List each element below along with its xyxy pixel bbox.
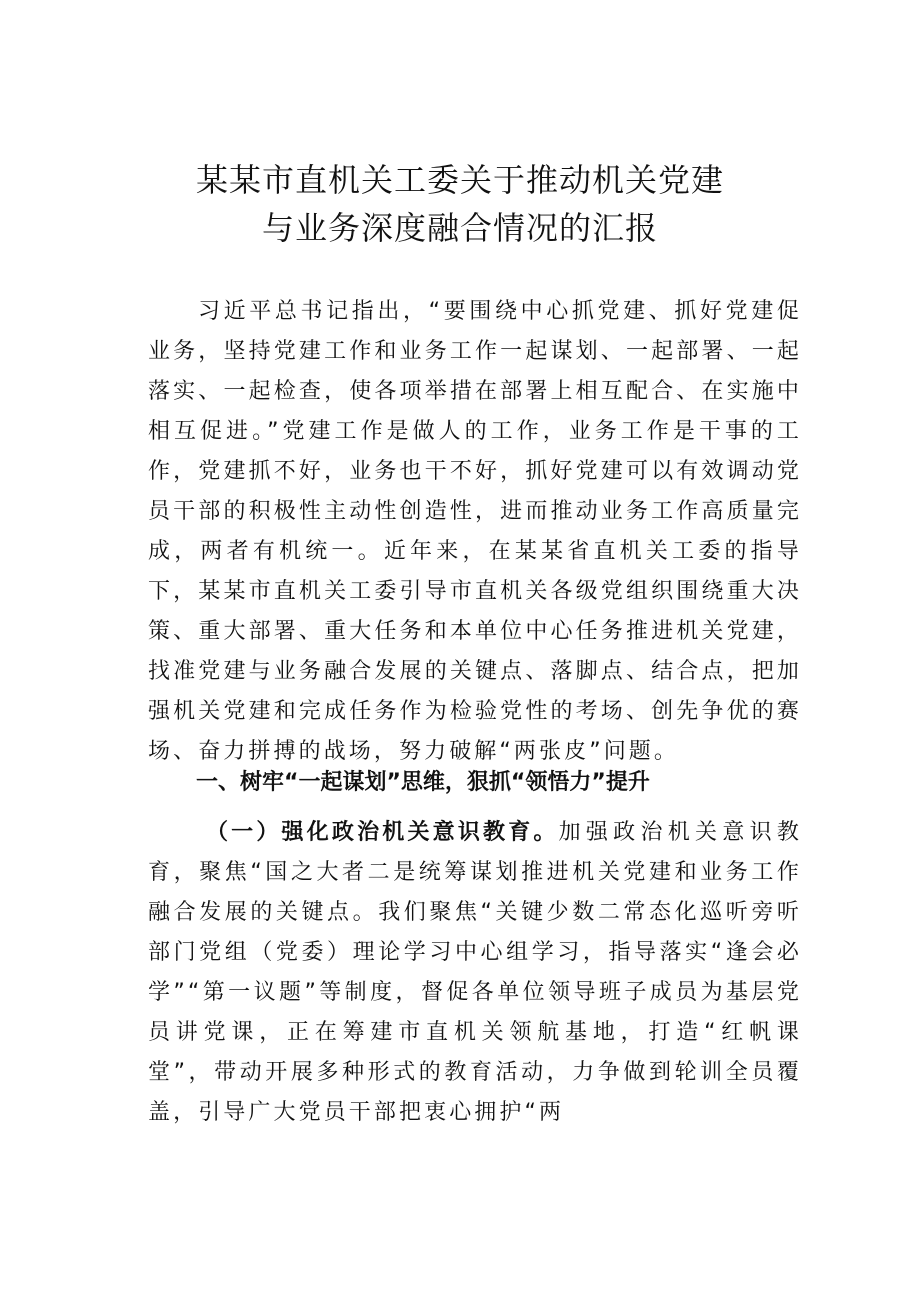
subsection-paragraph bbox=[148, 813, 802, 1133]
subsection-lead: （一）强化政治机关意识教育。 bbox=[206, 820, 559, 845]
subsection-body: 加强政治机关意识教育，聚焦“国之大者二是统筹谋划推进机关党建和业务工作融合发展的关键点。我们聚焦“关键少数二常态化巡听旁听部门党组（党委）理论学习中心组学习，指导落实“逢会必学”“第一议题”等制度，督促各单位领导班子成员为基层党员讲党课，正在筹建市直机关领航基地，打造“红帆课堂”，带动开展多种形式的教育活动，力争做到轮训全员覆盖，引导广大党员干部把衷心拥护“两 bbox=[148, 820, 802, 1125]
document-title-line-1: 某某市直机关工委关于推动机关党建 bbox=[195, 161, 724, 199]
document-title-line-2: 与业务深度融合情况的汇报 bbox=[261, 209, 658, 247]
intro-paragraph: 习近平总书记指出，“要围绕中心抓党建、抓好党建促业务，坚持党建工作和业务工作一起谋划、一起部署、一起落实、一起检查，使各项举措在部署上相互配合、在实施中相互促进。”党建工作是做人的工作，业务工作是干事的工作，党建抓不好，业务也干不好，抓好党建可以有效调动党员干部的积极性主动性创造性，进而推动业务工作高质量完成，两者有机统一。近年来，在某某省直机关工委的指导下，某某市直机关工委引导市直机关各级党组织围绕重大决策、重大部署、重大任务和本单位中心任务推进机关党建，找准党建与业务融合发展的关键点、落脚点、结合点，把加强机关党建和完成任务作为检验党性的考场、创先争优的赛场、奋力拼搏的战场，努力破解“两张皮”问题。 bbox=[148, 299, 802, 764]
section-heading: 一、树牢“一起谋划”思维，狠抓“领悟力”提升 bbox=[196, 770, 650, 795]
